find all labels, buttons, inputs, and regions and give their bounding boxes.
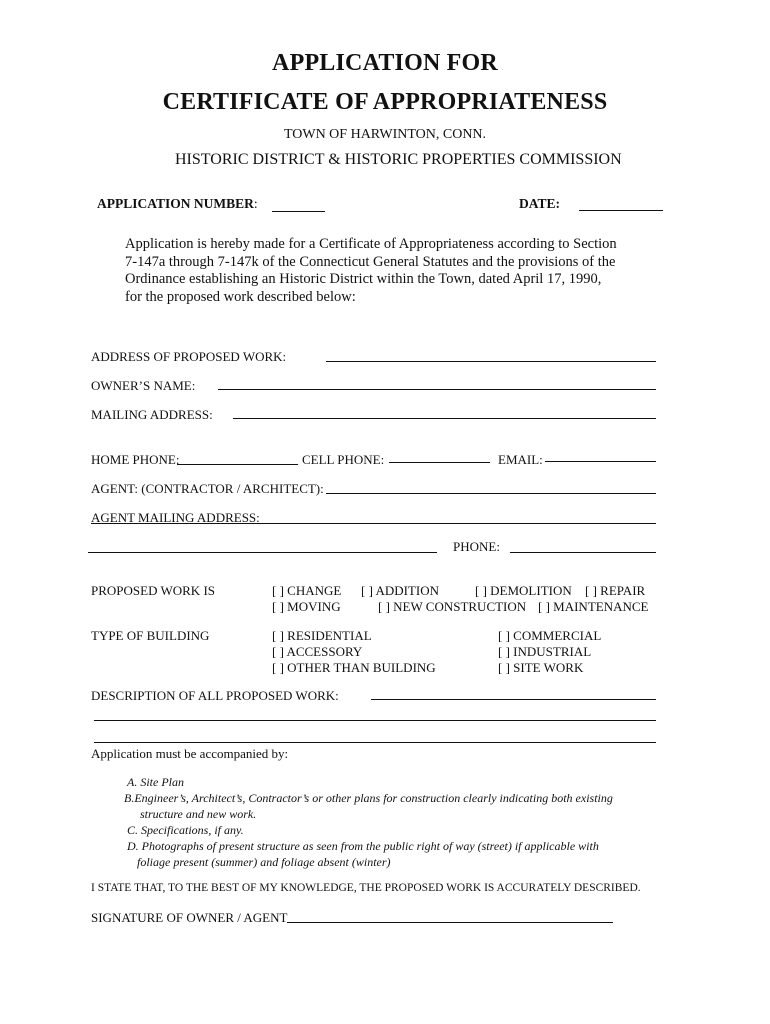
home-phone-label: HOME PHONE: bbox=[91, 452, 180, 467]
checkbox-change[interactable]: [ ] CHANGE bbox=[272, 583, 342, 598]
requirement-photographs-cont: foliage present (summer) and foliage absent (winter) bbox=[137, 855, 391, 869]
signature-field[interactable] bbox=[287, 922, 613, 923]
application-number-field[interactable] bbox=[272, 211, 325, 212]
proposed-work-label: PROPOSED WORK IS bbox=[91, 583, 216, 598]
owner-name-field[interactable] bbox=[218, 389, 656, 390]
agent-mailing-label-underline bbox=[91, 523, 254, 524]
requirements-intro: Application must be accompanied by: bbox=[91, 746, 289, 761]
requirement-photographs: D. Photographs of present structure as seen from the public right of way (street) if applicable with bbox=[127, 839, 599, 853]
home-phone-field[interactable] bbox=[177, 464, 298, 465]
agent-phone-field[interactable] bbox=[510, 552, 656, 553]
title-line-1: APPLICATION FOR bbox=[272, 50, 498, 76]
checkbox-repair[interactable]: [ ] REPAIR bbox=[585, 583, 646, 598]
mailing-address-label: MAILING ADDRESS: bbox=[91, 407, 213, 422]
description-field-2[interactable] bbox=[94, 720, 656, 721]
checkbox-commercial[interactable]: [ ] COMMERCIAL bbox=[498, 628, 602, 643]
agent-label: AGENT: (CONTRACTOR / ARCHITECT): bbox=[91, 481, 324, 496]
intro-line-2: 7-147a through 7-147k of the Connecticut General Statutes and the provisions of the bbox=[125, 253, 616, 270]
checkbox-new-construction[interactable]: [ ] NEW CONSTRUCTION bbox=[378, 599, 527, 614]
application-number-label: APPLICATION NUMBER: bbox=[97, 196, 258, 211]
agent-mailing-label: AGENT MAILING ADDRESS: bbox=[91, 510, 260, 525]
address-field[interactable] bbox=[326, 361, 656, 362]
checkbox-addition[interactable]: [ ] ADDITION bbox=[361, 583, 439, 598]
intro-paragraph bbox=[125, 236, 645, 306]
statement: I STATE THAT, TO THE BEST OF MY KNOWLEDGE, THE PROPOSED WORK IS ACCURATELY DESCRIBED. bbox=[91, 882, 641, 894]
checkbox-maintenance[interactable]: [ ] MAINTENANCE bbox=[538, 599, 649, 614]
date-label: DATE: bbox=[519, 196, 561, 211]
checkbox-moving[interactable]: [ ] MOVING bbox=[272, 599, 341, 614]
agent-field[interactable] bbox=[326, 493, 656, 494]
description-label: DESCRIPTION OF ALL PROPOSED WORK: bbox=[91, 688, 339, 703]
building-type-label: TYPE OF BUILDING bbox=[91, 628, 210, 643]
requirement-plans: B.Engineer’s, Architect’s, Contractor’s or other plans for construction clearly indicating both existing bbox=[124, 791, 613, 805]
address-label: ADDRESS OF PROPOSED WORK: bbox=[91, 349, 287, 364]
email-field[interactable] bbox=[545, 461, 656, 462]
checkbox-residential[interactable]: [ ] RESIDENTIAL bbox=[272, 628, 372, 643]
checkbox-demolition[interactable]: [ ] DEMOLITION bbox=[475, 583, 572, 598]
description-field-1[interactable] bbox=[371, 699, 656, 700]
agent-mailing-field-2[interactable] bbox=[88, 552, 437, 553]
intro-line-3: Ordinance establishing an Historic District within the Town, dated April 17, 1990, bbox=[125, 271, 602, 287]
requirement-site-plan: A. Site Plan bbox=[127, 775, 184, 789]
intro-line-1: Application is hereby made for a Certificate of Appropriateness according to Section bbox=[125, 236, 617, 252]
title-line-2: CERTIFICATE OF APPROPRIATENESS bbox=[162, 89, 608, 115]
mailing-address-field[interactable] bbox=[233, 418, 656, 419]
requirement-plans-cont: structure and new work. bbox=[140, 807, 257, 821]
commission-name: HISTORIC DISTRICT & HISTORIC PROPERTIES COMMISSION bbox=[175, 151, 622, 168]
requirement-specifications: C. Specifications, if any. bbox=[127, 823, 244, 837]
intro-line-4: for the proposed work described below: bbox=[125, 288, 356, 305]
checkbox-site-work[interactable]: [ ] SITE WORK bbox=[498, 660, 584, 675]
signature-label: SIGNATURE OF OWNER / AGENT bbox=[91, 910, 288, 925]
cell-phone-label: CELL PHONE: bbox=[302, 452, 385, 467]
description-field-3[interactable] bbox=[94, 742, 656, 743]
checkbox-accessory[interactable]: [ ] ACCESSORY bbox=[272, 644, 363, 659]
town-name: TOWN OF HARWINTON, CONN. bbox=[283, 127, 487, 142]
checkbox-industrial[interactable]: [ ] INDUSTRIAL bbox=[498, 644, 592, 659]
cell-phone-field[interactable] bbox=[389, 462, 490, 463]
checkbox-other-than-building[interactable]: [ ] OTHER THAN BUILDING bbox=[272, 660, 436, 675]
email-label: EMAIL: bbox=[498, 452, 543, 467]
agent-mailing-field[interactable] bbox=[254, 523, 656, 524]
agent-phone-label: PHONE: bbox=[453, 539, 500, 554]
owner-name-label: OWNER’S NAME: bbox=[91, 378, 196, 393]
date-field[interactable] bbox=[579, 210, 663, 211]
